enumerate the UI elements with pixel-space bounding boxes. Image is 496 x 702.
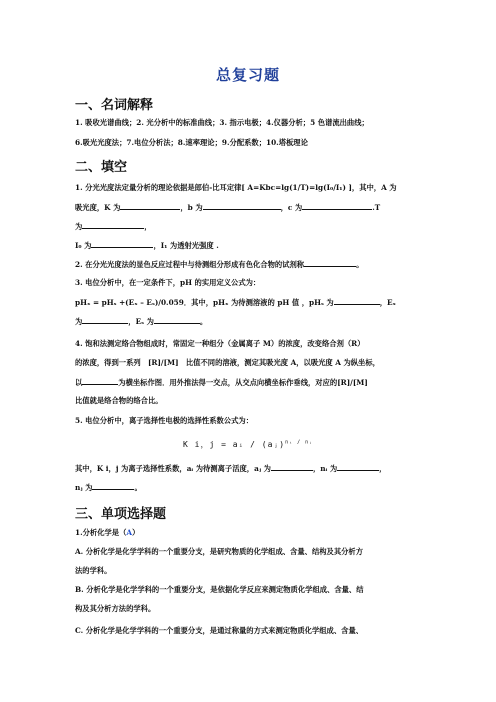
q1-text-a: 吸光度，K 为 [75,203,121,212]
q3-text-d: ，Eₛ 为 [128,317,154,326]
section-heading-definitions: 一、名词解释 [75,98,154,113]
mc1-option-a-line-2: 法的学科。 [75,566,112,575]
q4-line-2: 的浓度，得到一系列 [R]/[M] 比值不同的溶液，测定其吸光度 A，以吸光度 A 为纵坐标， [75,358,380,367]
blank-field[interactable] [304,259,356,267]
mc1-stem-a: 1.分析化学是（ [75,528,127,537]
q1-text-e: 为 [75,222,83,231]
section-heading-fill-blank: 二、填空 [75,160,128,175]
q5-text-a: 其中，K i，j 为离子选择性系数，aᵢ 为待测离子活度，aⱼ 为 [75,464,271,473]
mc1-option-a-line-1: A. 分析化学是化学学科的一个重要分支，是研究物质的化学组成、含量、结构及其分析方 [75,547,364,556]
q1-text-c: ，c 为 [280,203,303,212]
formula-exponent: nᵢ / nⱼ [285,439,314,446]
q3-line-3 [75,316,425,327]
q3-line-1: 3. 电位分析中，在一定条件下，pH 的实用定义公式为： [75,278,261,287]
mc1-answer: A [126,528,133,537]
q1-text-f: ， [144,222,152,231]
q3-line-2 [75,297,425,308]
blank-field[interactable] [82,316,128,324]
q5-text-c: ， [379,464,387,473]
mc1-option-c-line-1: C. 分析化学是化学学科的一个重要分支，是通过称量的方式来测定物质化学组成、含量、 [75,626,364,635]
blank-field[interactable] [92,482,134,490]
q4-line-3 [75,377,425,388]
mc1-stem [75,528,425,538]
mc1-stem-b: ） [132,528,140,537]
q4-line-4: 比值就是络合物的络合比。 [75,396,163,405]
blank-field[interactable] [302,202,372,210]
q1-text-g: I₀ 为 [75,241,92,250]
blank-field[interactable] [82,221,144,229]
q1-line-1: 1. 分光光度法定量分析的理论依据是郎伯-比耳定律[ A=Kbc=lg(1/T)=lg(I₀/I₁) ]，其中，A 为 [75,183,397,192]
page-title: 总复习题 [215,66,280,84]
blank-field[interactable] [154,316,200,324]
q4-line-1: 4. 饱和法测定络合物组成时，常固定一种组分（金属离子 M）的浓度，改变络合剂（R） [75,339,365,348]
blank-field[interactable] [334,297,380,305]
q5-text-d: nⱼ 为 [75,483,93,492]
blank-field[interactable] [91,240,153,248]
q1-text-d: .T [372,203,381,212]
blank-field[interactable] [203,202,281,210]
q1-line-2 [75,202,425,213]
q3-text-e: 。 [199,317,208,326]
q1-line-3 [75,221,425,232]
mc1-option-b-line-1: B. 分析化学是化学学科的一个重要分支，是依据化学反应来测定物质化学组成、含量、结 [75,585,364,594]
formula-main: K i，j = aᵢ / (aⱼ) [183,440,286,449]
q3-text-a: pHₓ = pHₛ +(Eₓ – Eₛ)/0.059．其中，pHₓ 为待测溶液的 pH 值 ，pHₛ 为 [75,298,334,307]
q2-text: 2. 在分光光度法的显色反应过程中与待测组分形成有色化合物的试剂称 [75,260,305,269]
q5-text-b: ，nᵢ 为 [312,464,338,473]
q5-line-3 [75,463,425,474]
section-heading-multiple-choice: 三、单项选择题 [75,507,167,522]
q5-line-1: 5. 电位分析中，离子选择性电极的选择性系数公式为： [75,416,253,425]
q1-text-b: ，b 为 [180,203,203,212]
q3-text-b: ，Eₓ [379,298,397,307]
q5-line-4 [75,482,425,493]
q4-text-b: 为横坐标作图．用外推法得一交点，从交点向横坐标作垂线，对应的[R]/[M] [118,378,368,387]
blank-field[interactable] [82,377,118,385]
selectivity-formula [183,439,313,450]
blank-field[interactable] [271,463,313,471]
q1-text-h: ，I₁ 为透射光强度 . [153,241,219,250]
blank-field[interactable] [120,202,180,210]
q5-text-e: 。 [134,483,142,492]
q2-line: 2. 在分光光度法的显色反应过程中与待测组分形成有色化合物的试剂称 。 [75,260,364,269]
definitions-line-1: 1. 吸收光谱曲线；2. 光分析中的标准曲线；3. 指示电极；4.仪器分析；5 色谱流出曲线； [75,118,369,127]
definitions-line-2: 6.吸光光度法；7.电位分析法；8.速率理论；9.分配系数；10.塔板理论 [75,138,308,147]
mc1-option-b-line-2: 构及其分析方法的学科。 [75,604,156,613]
blank-field[interactable] [337,463,379,471]
q3-text-c: 为 [75,317,83,326]
q1-line-4 [75,240,425,251]
q4-text-a: 以 [75,378,83,387]
